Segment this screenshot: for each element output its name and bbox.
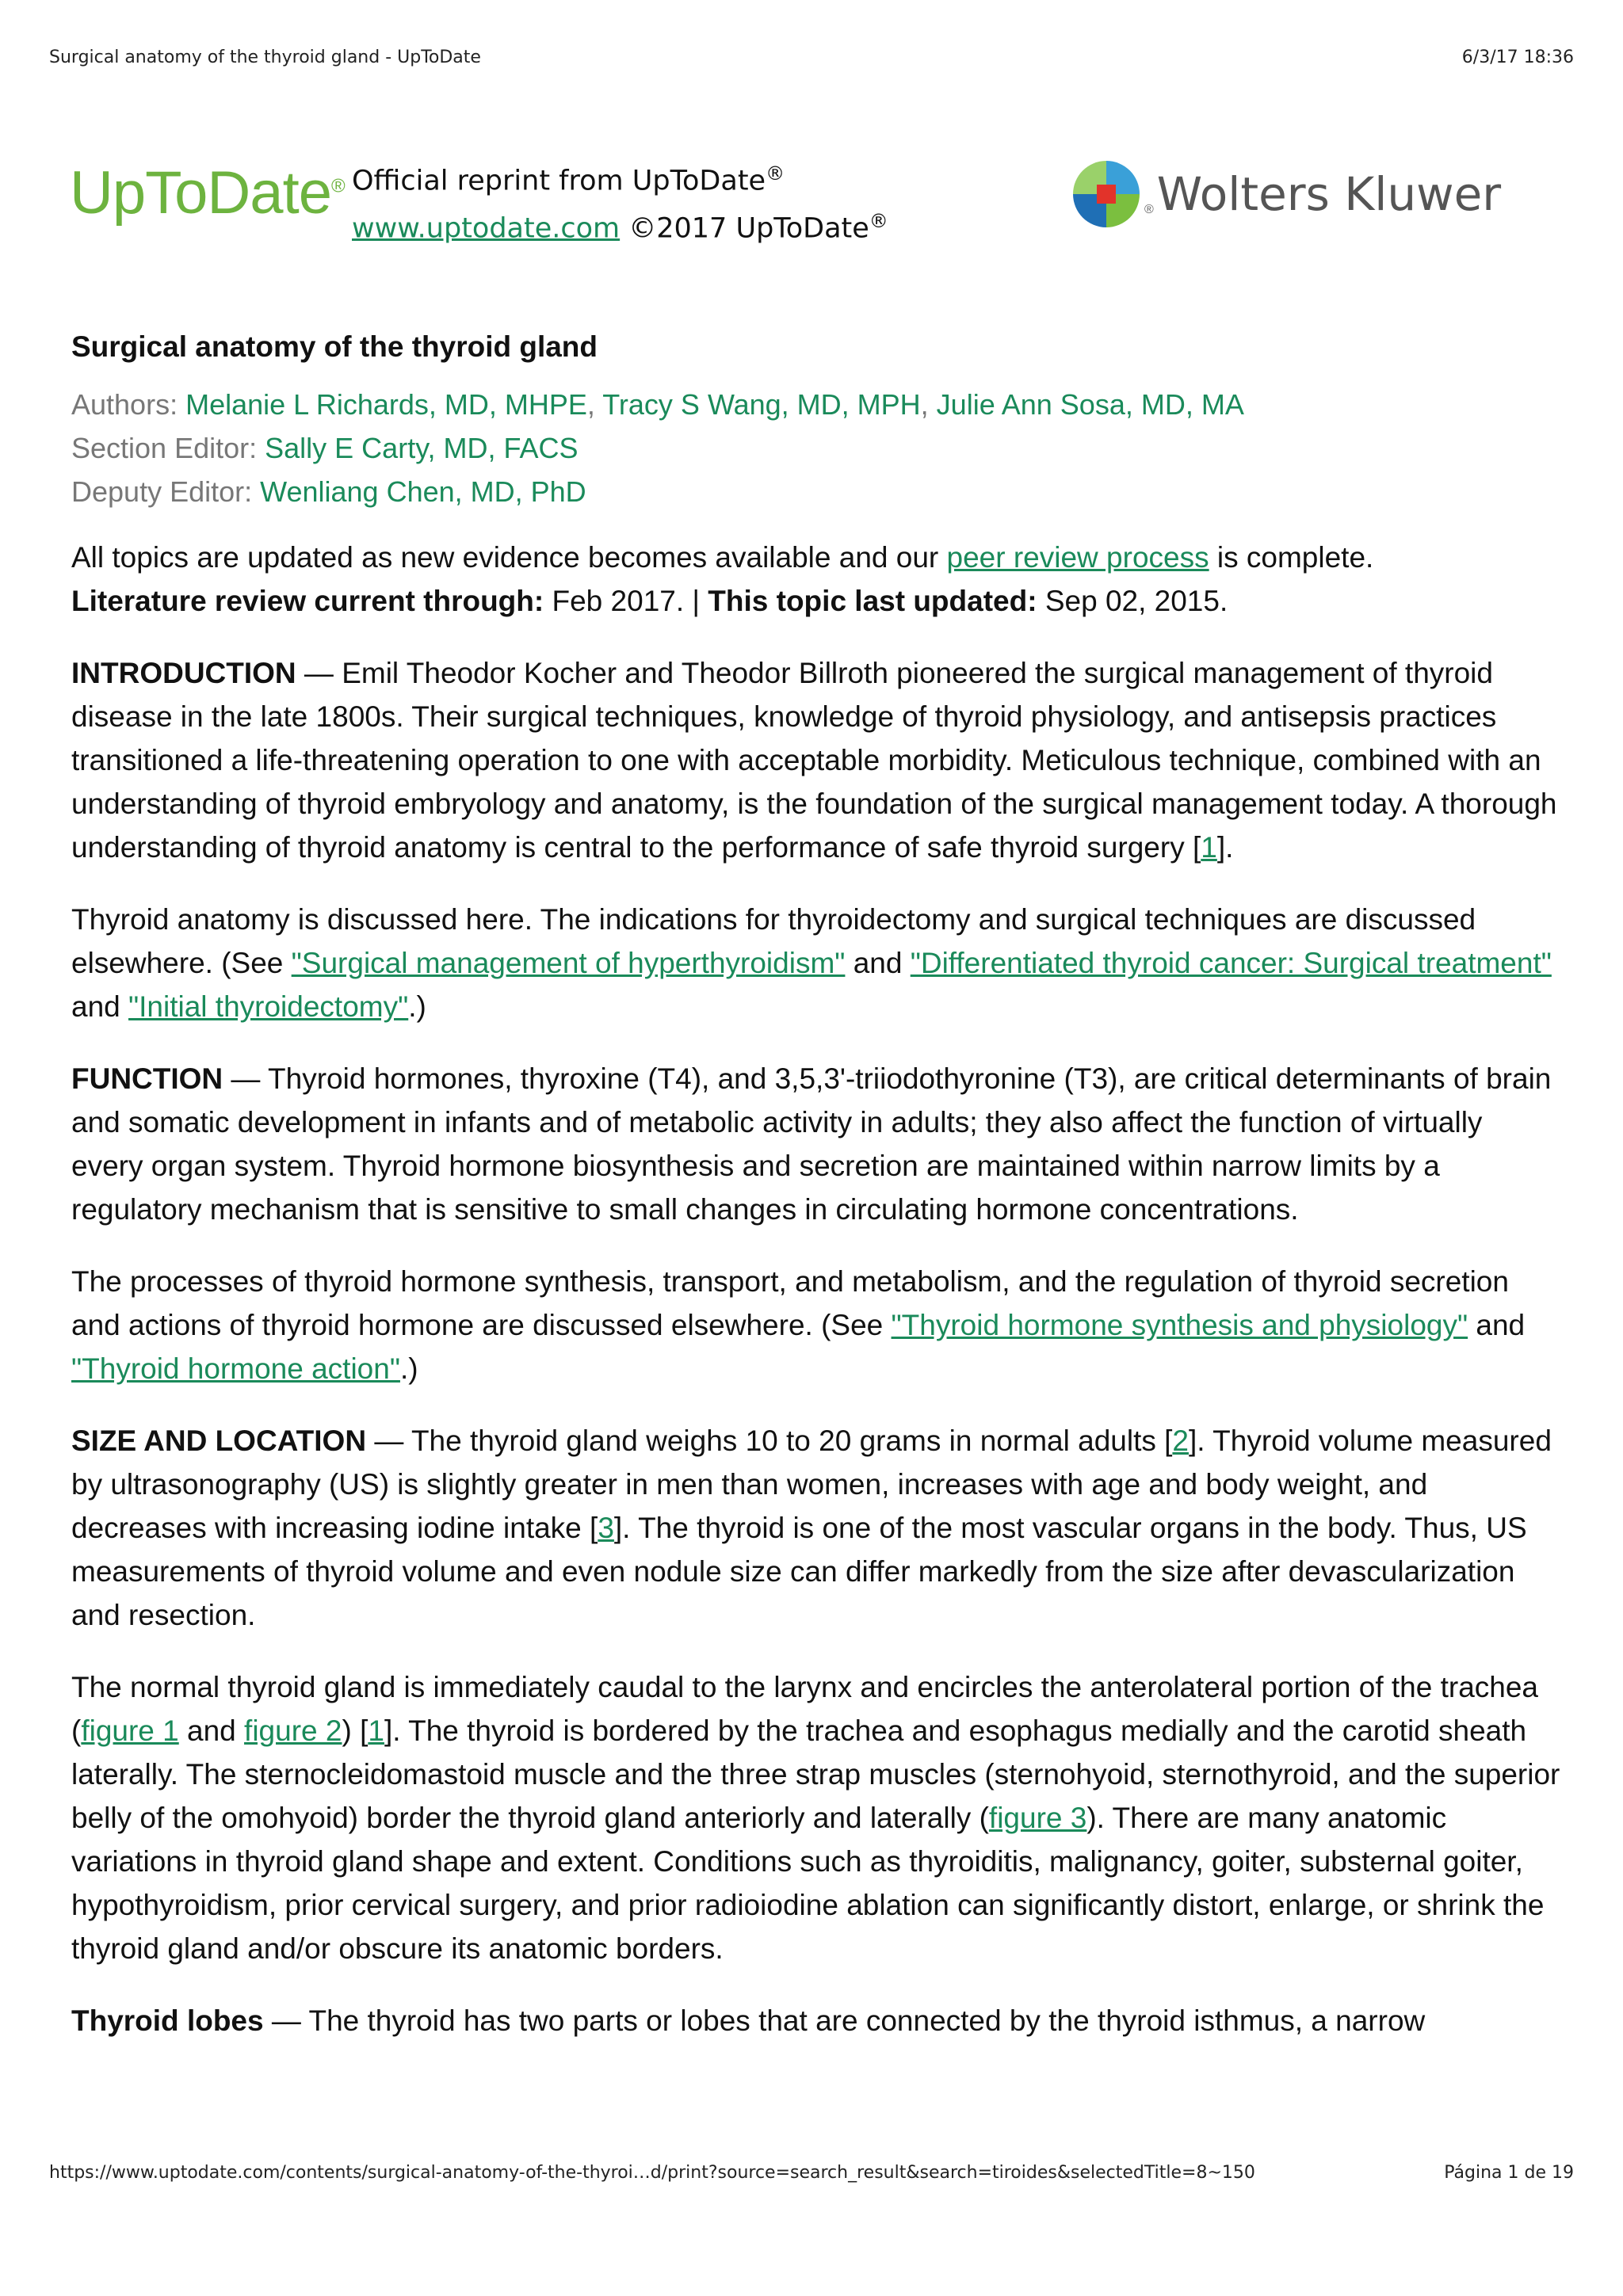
reference-link[interactable]: 3 (598, 1512, 614, 1544)
figure-link[interactable]: figure 2 (244, 1714, 342, 1747)
deputy-editor-line: Deputy Editor: Wenliang Chen, MD, PhD (71, 475, 586, 508)
reference-link[interactable]: 2 (1172, 1425, 1189, 1457)
section-heading: INTRODUCTION (71, 657, 296, 689)
peer-review-link[interactable]: peer review process (946, 541, 1209, 574)
update-notice: All topics are updated as new evidence becomes available and our peer review process is complete. Literature review current through: Feb 2017. | This topic last updated: Sep 02, 2015. (71, 541, 1374, 617)
page-number: Página 1 de 19 (1444, 2163, 1574, 2183)
scope-paragraph: Thyroid anatomy is discussed here. The indications for thyroidectomy and surgical techniques are discussed elsewhere. (See "Surgical management of hyperthyroidism" and "Differentiated thyroid cancer: Surgical treatment" and "Initial thyroidectomy".) (71, 903, 1552, 1023)
uptodate-logo: UpToDate® (70, 159, 345, 227)
reprint-copyright: ©2017 UpToDate (620, 212, 869, 245)
publisher-name: Wolters Kluwer (1156, 167, 1502, 221)
author-link[interactable]: Julie Ann Sosa, MD, MA (936, 388, 1244, 421)
section-editor-link[interactable]: Sally E Carty, MD, FACS (265, 432, 579, 464)
section-heading: SIZE AND LOCATION (71, 1425, 367, 1457)
function-paragraph: FUNCTION — Thyroid hormones, thyroxine (T4), and 3,5,3'-triiodothyronine (T3), are critical determinants of brain and somatic development in infants and of metabolic activity in adults; they also affect the function of virtually every organ system. Thyroid hormone biosynthesis and secretion are maintained within narrow limits by a regulatory mechanism that is sensitive to small changes in circulating hormone concentrations. (71, 1062, 1552, 1226)
authors-line: Authors: Melanie L Richards, MD, MHPE, Tracy S Wang, MD, MPH, Julie Ann Sosa, MD, MA (71, 388, 1244, 421)
wolters-kluwer-logo: ® Wolters Kluwer (1073, 151, 1501, 238)
location-paragraph: The normal thyroid gland is immediately caudal to the larynx and encircles the anterolateral portion of the trachea (figure 1 and figure 2) [1]. The thyroid is bordered by the trachea and esophagus medially and the carotid sheath laterally. The sternocleidomastoid muscle and the three strap muscles (sternohyoid, sternothyroid, and the superior belly of the omohyoid) border the thyroid gland anteriorly and laterally (figure 3). There are many anatomic variations in thyroid gland shape and extent. Conditions such as thyroiditis, malignancy, goiter, substernal goiter, hypothyroidism, prior cervical surgery, and prior radioiodine ablation can significantly distort, enlarge, or shrink the thyroid gland and/or obscure its anatomic borders. (71, 1671, 1560, 1965)
deputy-editor-link[interactable]: Wenliang Chen, MD, PhD (260, 475, 586, 508)
hormone-paragraph: The processes of thyroid hormone synthesis, transport, and metabolism, and the regulation of thyroid secretion and actions of thyroid hormone are discussed elsewhere. (See "Thyroid hormone synthesis and physiology" and "Thyroid hormone action".) (71, 1265, 1526, 1385)
lobes-paragraph: Thyroid lobes — The thyroid has two parts or lobes that are connected by the thyroid isthmus, a narrow (71, 2004, 1426, 2037)
figure-link[interactable]: figure 3 (988, 1802, 1087, 1834)
wolters-kluwer-mark-icon (1073, 161, 1140, 227)
reprint-notice: Official reprint from UpToDate® www.uptodate.com ©2017 UpToDate® (352, 162, 888, 245)
print-header (49, 48, 1574, 67)
topic-link[interactable]: "Thyroid hormone action" (71, 1352, 400, 1385)
author-link[interactable]: Melanie L Richards, MD, MHPE (185, 388, 587, 421)
print-url: https://www.uptodate.com/contents/surgical-anatomy-of-the-thyroi…d/print?source=search_result&search=tiroides&selectedTitle=8~150 (49, 2163, 1255, 2183)
reference-link[interactable]: 1 (368, 1714, 384, 1747)
reference-link[interactable]: 1 (1201, 831, 1217, 864)
figure-link[interactable]: figure 1 (81, 1714, 179, 1747)
introduction-paragraph: INTRODUCTION — Emil Theodor Kocher and Theodor Billroth pioneered the surgical management of thyroid disease in the late 1800s. Their surgical techniques, knowledge of thyroid physiology, and antisepsis practices transitioned a life-threatening operation to one with acceptable morbidity. Meticulous technique, combined with an understanding of thyroid embryology and anatomy, is the foundation of the surgical management today. A thorough understanding of thyroid anatomy is central to the performance of safe thyroid surgery [1]. (71, 657, 1557, 864)
section-editor-line: Section Editor: Sally E Carty, MD, FACS (71, 432, 579, 464)
article-content (71, 325, 1561, 2071)
section-heading: Thyroid lobes (71, 2004, 264, 2037)
size-location-paragraph: SIZE AND LOCATION — The thyroid gland weighs 10 to 20 grams in normal adults [2]. Thyroid volume measured by ultrasonography (US) is slightly greater in men than women, increases with age and body weight, and decreases with increasing iodine intake [3]. The thyroid is one of the most vascular organs in the body. Thus, US measurements of thyroid volume and even nodule size can differ markedly from the size after devascularization and resection. (71, 1425, 1552, 1631)
reprint-banner (70, 151, 1553, 246)
section-heading: FUNCTION (71, 1062, 223, 1095)
topic-link[interactable]: "Thyroid hormone synthesis and physiology" (891, 1309, 1468, 1341)
author-link[interactable]: Tracy S Wang, MD, MPH (602, 388, 921, 421)
uptodate-link[interactable]: www.uptodate.com (352, 212, 621, 245)
print-datetime: 6/3/17 18:36 (1461, 48, 1574, 67)
article-title: Surgical anatomy of the thyroid gland (71, 330, 598, 363)
reprint-line: Official reprint from UpToDate (352, 165, 766, 197)
topic-link[interactable]: "Differentiated thyroid cancer: Surgical treatment" (910, 947, 1552, 979)
print-footer (49, 2163, 1574, 2183)
topic-link[interactable]: "Initial thyroidectomy" (128, 990, 409, 1023)
topic-link[interactable]: "Surgical management of hyperthyroidism" (291, 947, 846, 979)
print-title: Surgical anatomy of the thyroid gland - UpToDate (49, 48, 481, 67)
